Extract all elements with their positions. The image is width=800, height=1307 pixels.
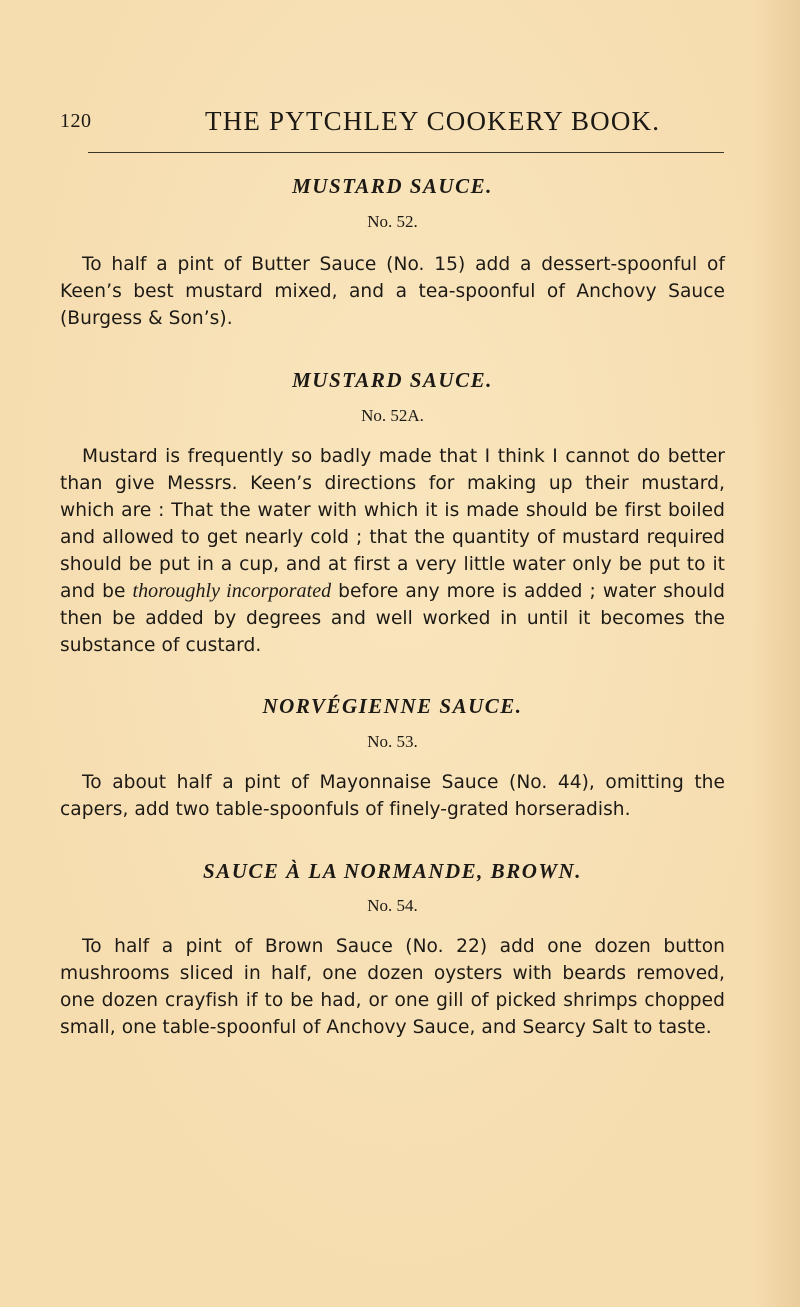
recipe-body: To about half a pint of Mayonnaise Sauce (No. 44), omitting the capers, add two table-spoonfuls of finely-grated horseradish. (60, 772, 725, 820)
recipe-body-emphasis: thoroughly incorporated (132, 580, 332, 602)
running-head (60, 106, 740, 136)
recipe-mustard-sauce-52 (60, 176, 725, 332)
recipe-title: SAUCE À LA NORMANDE, BROWN. (203, 859, 582, 883)
recipe-title: MUSTARD SAUCE. (292, 368, 493, 392)
recipe-sauce-normande-brown-54 (60, 861, 725, 1041)
recipe-number: No. 52. (367, 212, 418, 231)
recipe-title: NORVÉGIENNE SAUCE. (262, 694, 523, 718)
recipe-mustard-sauce-52a (60, 370, 725, 659)
book-title: THE PYTCHLEY COOKERY BOOK. (205, 106, 661, 136)
recipe-body (60, 443, 725, 659)
recipe-body-text: before any more is added ; water should then be added by degrees and well worked in until it becomes the substance of custard. (60, 581, 725, 656)
recipe-body-text: Mustard is frequently so badly made that I think I cannot do better than give Messrs. Keen’s directions for making up their mustard, which are : That the water with which it is made should be first boiled and allowed to get nearly cold ; that the quantity of mustard required should be put in a cup, and at first a very little water only be put to it and be (60, 446, 725, 602)
recipe-body: To half a pint of Butter Sauce (No. 15) add a dessert-spoonful of Keen’s best mustard mixed, and a tea-spoonful of Anchovy Sauce (Burgess & Son’s). (60, 254, 725, 329)
recipe-title: MUSTARD SAUCE. (292, 174, 493, 198)
page-content (60, 160, 725, 1041)
page-number: 120 (60, 110, 92, 132)
recipe-number: No. 53. (367, 732, 418, 751)
header-rule (88, 152, 724, 153)
recipe-body: To half a pint of Brown Sauce (No. 22) add one dozen button mushrooms sliced in half, one dozen oysters with beards removed, one dozen crayfish if to be had, or one gill of picked shrimps chopped small, one table-spoonful of Anchovy Sauce, and Searcy Salt to taste. (60, 936, 725, 1038)
recipe-number: No. 52A. (361, 406, 424, 425)
recipe-number: No. 54. (367, 896, 418, 915)
recipe-norvegienne-sauce-53 (60, 696, 725, 823)
